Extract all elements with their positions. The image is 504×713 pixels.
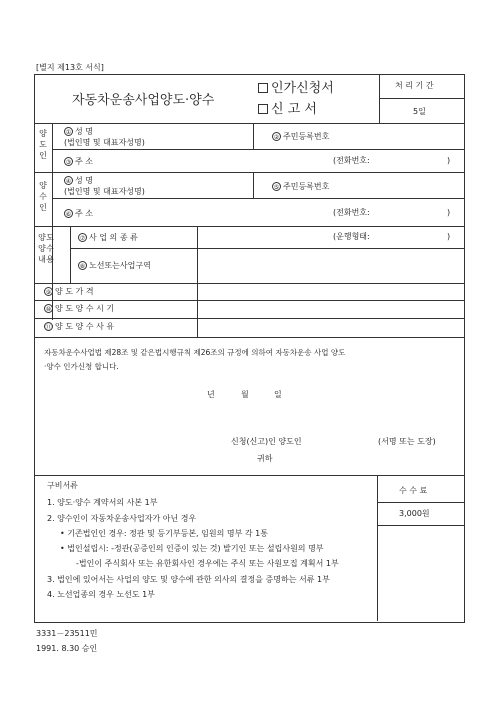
form-code: 3331－23511민 <box>36 629 98 638</box>
transferor-name-label: ① 성 명 <box>65 127 93 136</box>
transferor-phone-close: ) <box>447 156 451 165</box>
form-title: 자동차운송사업양도·양수 <box>72 93 215 108</box>
transferor-address-label: ③ 주 소 <box>65 157 93 166</box>
transferee-section-label: 양 수 인 <box>39 181 47 212</box>
transferee-phone-close: ) <box>447 208 451 217</box>
transferee-phone-label: (전화번호: <box>333 208 370 217</box>
statement-line-1: 자동차운수사업법 제28조 및 같은법시행규칙 제26조의 규정에 의하여 자동차운송 사업 양도 <box>44 348 346 357</box>
operation-form-label: (운행형태: <box>333 232 370 241</box>
processing-period-label: 처 리 기 간 <box>395 81 434 90</box>
document-item: 1. 양도·양수 계약서의 사본 1부 <box>47 498 158 507</box>
document-item: 4. 노선업종의 경우 노선도 1부 <box>47 590 155 599</box>
statement-line-2: ·양수 인가신청 합니다. <box>44 362 119 371</box>
approval-date: 1991. 8.30 승인 <box>36 644 98 653</box>
document-item: 2. 양수인이 자동차운송사업자가 아닌 경우 <box>47 514 197 523</box>
transferee-name-sublabel: (법인명 및 대표자성명) <box>64 187 145 196</box>
document-item: • 법인설립시: -정관(공증인의 인증이 있는 것) 발기인 또는 설립사원의 명부 <box>60 544 324 553</box>
route-area-label: ⑧ 노선또는사업구역 <box>79 261 151 270</box>
date-day: 일 <box>274 390 282 399</box>
checkbox-icon <box>258 104 268 114</box>
transferor-phone-label: (전화번호: <box>333 156 370 165</box>
operation-form-close: ) <box>447 232 451 241</box>
fee-value: 3,000원 <box>399 509 430 518</box>
document-item: 3. 법인에 있어서는 사업의 양도 및 양수에 관한 의사의 결정을 증명하는 서류 1부 <box>47 575 330 584</box>
recipient-label: 귀하 <box>257 454 273 463</box>
transferee-reg-number-label: ⑤ 주민등록번호 <box>273 182 330 191</box>
signature-label: (서명 또는 도장) <box>378 437 436 446</box>
report-option[interactable]: 신 고 서 <box>258 103 317 116</box>
business-section-label-b: 도 수 용 <box>46 233 54 264</box>
applicant-label: 신청(신고)인 양도인 <box>231 437 302 446</box>
date-month: 월 <box>241 390 249 399</box>
application-option[interactable]: 인가신청서 <box>258 82 334 95</box>
transferor-name-sublabel: (법인명 및 대표자성명) <box>64 138 145 147</box>
documents-title: 구비서류 <box>47 481 78 490</box>
fee-label: 수 수 료 <box>399 486 428 495</box>
transferor-section-label: 양 도 인 <box>39 129 47 160</box>
transferee-name-label: ④ 성 명 <box>65 176 93 185</box>
form-number-tag: [별지 제13호 서식] <box>36 63 104 72</box>
date-year: 년 <box>207 390 215 399</box>
transfer-time-label: ⑩ 양 도 양 수 시 기 <box>45 304 115 313</box>
transfer-reason-label: ⑪ 양 도 양 수 사 유 <box>45 322 115 331</box>
document-item: -법인이 주식회사 또는 유한회사인 경우에는 주식 또는 사원모집 계획서 1부 <box>76 559 339 568</box>
transferee-address-label: ⑥ 주 소 <box>65 209 93 218</box>
transferor-reg-number-label: ② 주민등록번호 <box>273 132 330 141</box>
checkbox-icon <box>258 83 268 93</box>
processing-period-value: 5일 <box>413 107 426 116</box>
business-type-label: ⑦ 사 업 의 종 류 <box>79 233 138 242</box>
transfer-price-label: ⑨ 양 도 가 격 <box>45 287 94 296</box>
business-section-label-a: 양 양 내 <box>38 233 46 264</box>
document-item: • 기존법인인 경우: 정관 및 등기부등본, 임원의 명부 각 1통 <box>60 529 268 538</box>
